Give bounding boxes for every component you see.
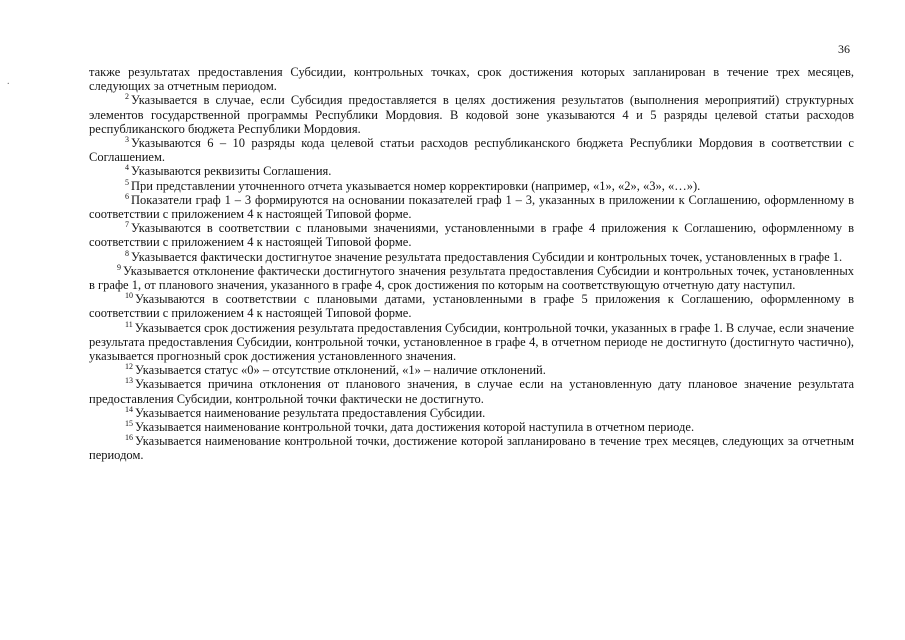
footnote-marker: 3 <box>125 135 129 145</box>
footnote-2 <box>89 93 854 136</box>
footnote-marker: 11 <box>125 319 133 329</box>
footnote-marker: 5 <box>125 177 129 187</box>
footnote-text: Указываются реквизиты Соглашения. <box>131 164 332 179</box>
footnote-11 <box>89 321 854 364</box>
footnote-continuation <box>89 65 854 93</box>
footnote-7 <box>89 221 854 249</box>
footnote-marker: 14 <box>125 404 133 414</box>
footnote-8 <box>89 250 854 264</box>
footnote-16 <box>89 434 854 462</box>
footnote-text: Указывается наименование результата предоставления Субсидии. <box>135 405 486 420</box>
footnote-text: Указывается в случае, если Субсидия предоставляется в целях достижения результатов (выполнения мероприятий) структурных элементов государственной программы Республики Мордовия. В кодовой зоне указываются 4 и 5 разряды целевой статьи расходов республиканского бюджета Республики Мордовия. <box>89 93 854 136</box>
footnote-text: Указывается статус «0» – отсутствие отклонений, «1» – наличие отклонений. <box>135 363 546 378</box>
footnote-marker: 2 <box>125 92 129 102</box>
footnote-marker: 12 <box>125 362 133 372</box>
footnote-5 <box>89 179 854 193</box>
footnote-marker: 9 <box>117 262 121 272</box>
footnote-text: Указываются в соответствии с плановыми датами, установленными в графе 5 приложения к Соглашению, оформленному в соответствии с приложением 4 к настоящей Типовой форме. <box>89 292 854 321</box>
footnote-text: При представлении уточненного отчета указывается номер корректировки (например, «1», «2», «3», «…»). <box>131 178 701 193</box>
footnote-marker: 6 <box>125 191 129 201</box>
footnote-10 <box>89 292 854 320</box>
footnote-marker: 8 <box>125 248 129 258</box>
footnote-text: Указываются 6 – 10 разряды кода целевой статьи расходов республиканского бюджета Республики Мордовия в соответствии с Соглашением. <box>89 136 854 165</box>
footnote-marker: 7 <box>125 220 129 230</box>
footnote-6 <box>89 193 854 221</box>
margin-mark: . <box>7 76 10 87</box>
footnote-text: Указываются в соответствии с плановыми значениями, установленными в графе 4 приложения к Соглашению, оформленному в соответствии с приложением 4 к настоящей Типовой форме. <box>89 221 854 250</box>
footnote-text: Указывается наименование контрольной точки, дата достижения которой наступила в отчетном периоде. <box>135 420 695 435</box>
footnote-marker: 15 <box>125 419 133 429</box>
footnote-15 <box>89 420 854 434</box>
footnote-text: Указывается отклонение фактически достигнутого значения результата предоставления Субсидии и контрольных точек, установленных в графе 1, от планового значения, указанного в графе 4, срок достижения по которым на соответствующую отчетную дату наступил. <box>89 263 854 293</box>
footnote-text: Указывается наименование контрольной точки, достижение которой запланировано в течение трех месяцев, следующих за отчетным периодом. <box>89 434 854 463</box>
footnote-14 <box>89 406 854 420</box>
footnotes-section <box>89 65 854 463</box>
footnote-marker: 4 <box>125 163 129 173</box>
page-number: 36 <box>838 42 850 56</box>
footnote-text: Показатели граф 1 – 3 формируются на основании показателей граф 1 – 3, указанных в приложении к Соглашению, оформленному в соответствии с приложением 4 к настоящей Типовой форме. <box>89 192 854 222</box>
footnote-13 <box>89 377 854 405</box>
footnote-4 <box>89 164 854 178</box>
footnote-marker: 10 <box>125 291 133 301</box>
footnote-text: также результатах предоставления Субсидии, контрольных точках, срок достижения которых запланирован в течение трех месяцев, следующих за отчетным периодом. <box>89 65 854 94</box>
footnote-3 <box>89 136 854 164</box>
footnote-text: Указывается причина отклонения от планового значения, в случае если на установленную дату плановое значение результата предоставления Субсидии, контрольной точки фактически не достигнуто. <box>89 377 854 406</box>
footnote-text: Указывается срок достижения результата предоставления Субсидии, контрольной точки, указанных в графе 1. В случае, если значение результата предоставления Субсидии, контрольной точки, установленное в графе 4, в отчетном периоде не достигнуто (достигнуто частично), указывается прогнозный срок достижения установленного значения. <box>89 320 854 364</box>
footnote-text: Указывается фактически достигнутое значение результата предоставления Субсидии и контрольных точек, установленных в графе 1. <box>131 249 843 264</box>
footnote-12 <box>89 363 854 377</box>
footnote-marker: 13 <box>125 376 133 386</box>
footnote-9 <box>89 264 854 292</box>
footnote-marker: 16 <box>125 433 133 443</box>
